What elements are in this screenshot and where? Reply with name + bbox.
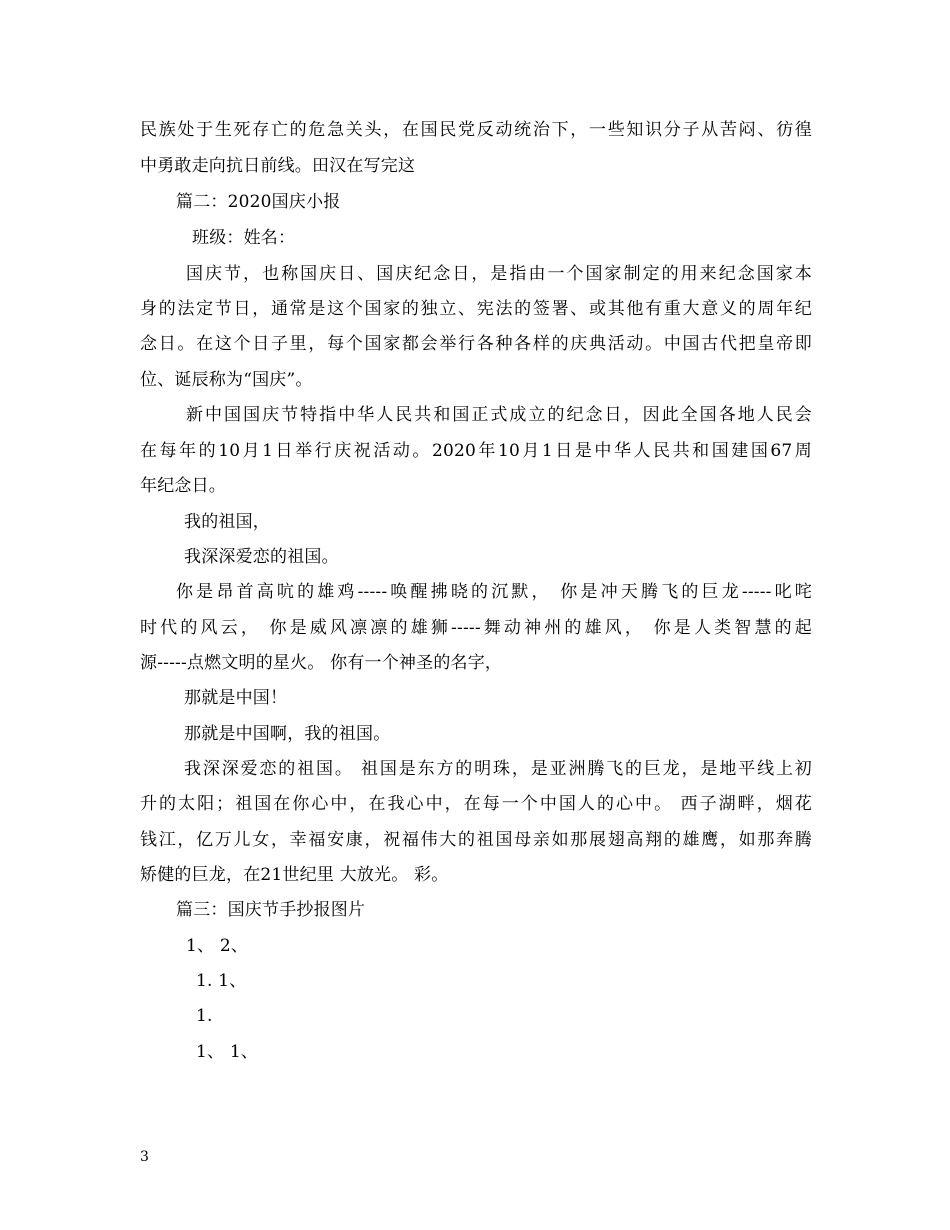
poem-line: 矫健的巨龙，在21世纪里 大放光。 彩。 xyxy=(140,865,449,885)
section-heading: 篇二：2020国庆小报 xyxy=(176,192,341,212)
poem-line: 我深深爱恋的祖国。 xyxy=(184,547,339,567)
poem-line: 你是昂首高吭的雄鸡-----唤醒拂晓的沉默， 你是冲天腾飞的巨龙-----叱咤 xyxy=(176,582,812,602)
paragraph-line: 民族处于生死存亡的危急关头，在国民党反动统治下，一些知识分子从苦闷、彷徨 xyxy=(140,120,812,140)
poem-line: 我的祖国， xyxy=(184,512,270,532)
paragraph-line: 中勇敢走向抗日前线。田汉在写完这 xyxy=(140,156,416,176)
form-label-line: 班级：姓名： xyxy=(192,228,296,248)
list-item: 1. xyxy=(196,1006,213,1026)
paragraph-line: 身的法定节日，通常是这个国家的独立、宪法的签署、或其他有重大意义的周年纪 xyxy=(140,299,812,319)
paragraph-line: 念日。在这个日子里，每个国家都会举行各种各样的庆典活动。中国古代把皇帝即 xyxy=(140,334,812,354)
poem-line: 源-----点燃文明的星火。 你有一个神圣的名字， xyxy=(140,653,503,673)
poem-line: 升的太阳；祖国在你心中，在我心中，在每一个中国人的心中。 西子湖畔，烟花 xyxy=(140,794,812,814)
list-item: 1、 2、 xyxy=(186,936,249,956)
paragraph-line: 位、诞辰称为“国庆”。 xyxy=(140,370,313,390)
paragraph-line: 国庆节，也称国庆日、国庆纪念日，是指由一个国家制定的用来纪念国家本 xyxy=(186,264,812,284)
paragraph-line: 年纪念日。 xyxy=(140,476,226,496)
poem-line: 时代的风云， 你是威风凛凛的雄狮-----舞动神州的雄风， 你是人类智慧的起 xyxy=(140,618,812,638)
poem-line: 那就是中国！ xyxy=(184,688,288,708)
page-number: 3 xyxy=(140,1149,149,1165)
list-item: 1、 1、 xyxy=(196,1042,259,1062)
poem-line: 钱江，亿万儿女，幸福安康，祝福伟大的祖国母亲如那展翅高翔的雄鹰，如那奔腾 xyxy=(140,830,812,850)
poem-line: 那就是中国啊，我的祖国。 xyxy=(184,724,391,744)
paragraph-line: 在每年的10月1日举行庆祝活动。2020年10月1日是中华人民共和国建国67周 xyxy=(140,441,812,461)
list-item: 1. 1、 xyxy=(196,971,247,991)
paragraph-line: 新中国国庆节特指中华人民共和国正式成立的纪念日，因此全国各地人民会 xyxy=(186,405,812,425)
section-heading: 篇三：国庆节手抄报图片 xyxy=(176,900,366,920)
poem-line: 我深深爱恋的祖国。 祖国是东方的明珠，是亚洲腾飞的巨龙，是地平线上初 xyxy=(184,759,812,779)
